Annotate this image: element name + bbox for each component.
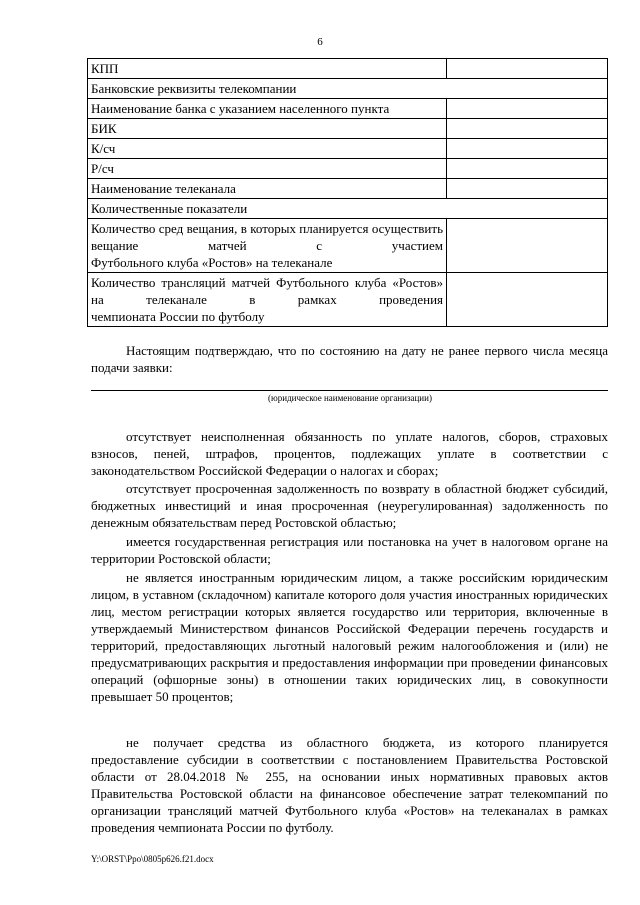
row-value-bank-name xyxy=(447,99,608,119)
confirm-text: Настоящим подтверждаю, что по состоянию на дату не ранее первого числа месяца подачи заявки: xyxy=(91,343,608,375)
row-label-bik: БИК xyxy=(88,119,447,139)
row-label-line: Количество трансляций матчей Футбольного клуба xyxy=(91,275,387,290)
table-row xyxy=(88,159,608,179)
footer-file-path: Y:\ORST\Ppo\0805p626.f21.docx xyxy=(91,854,214,864)
table-row xyxy=(88,99,608,119)
row-label-line: Количество сред вещания, в которых планируется xyxy=(91,221,369,236)
paragraph-text: не получает средства из областного бюджета, из которого планируется предоставление субсидии в соответствии с постановлением Правительства Ростовской области от 28.04.2018 № 255, на основании иных нормативных правовых актов Правительства Ростовской области на финансовое обеспечение затрат телекомпаний по организации трансляций матчей Футбольного клуба «Ростов» на телеканалах в рамках проведения чемпионата России по футболу. xyxy=(91,735,608,835)
row-label-bank-name: Наименование банка с указанием населенного пункта xyxy=(88,99,447,119)
table-row xyxy=(88,179,608,199)
row-header-bank-details: Банковские реквизиты телекомпании xyxy=(88,79,608,99)
row-label-broadcast-count xyxy=(88,273,447,327)
row-header-quantitative: Количественные показатели xyxy=(88,199,608,219)
row-value-broadcast-media xyxy=(447,219,608,273)
paragraph-text: не является иностранным юридическим лицом, а также российским юридическим лицом, в уставном (складочном) капитале которого доля участия иностранных юридических лиц, местом регистрации которых является государство или территория, включенные в утверждаемый Министерством финансов Российской Федерации перечень государств и территорий, предоставляющих льготный налоговый режим налогообложения и (или) не предусматривающих раскрытия и предоставления информации при проведении финансовых операций (офшорные зоны) в отношении таких юридических лиц, в совокупности превышает 50 процентов; xyxy=(91,570,608,704)
row-label-line: чемпионата России по футболу xyxy=(91,309,265,324)
table-row xyxy=(88,273,608,327)
row-value-broadcast-count xyxy=(447,273,608,327)
row-label-corr-account: К/сч xyxy=(88,139,447,159)
condition-paragraph-1 xyxy=(91,428,608,479)
paragraph-text: отсутствует неисполненная обязанность по уплате налогов, сборов, страховых взносов, пеней, штрафов, процентов, подлежащих уплате в соответствии с законодательством Российской Федерации о налогах и сборах; xyxy=(91,429,608,478)
row-label-line: «Ростов» на телеканале в рамках проведения xyxy=(91,275,443,307)
paragraph-text: имеется государственная регистрация или постановка на учет в налоговом органе на территории Ростовской области; xyxy=(91,534,608,566)
row-value-corr-account xyxy=(447,139,608,159)
table-row xyxy=(88,219,608,273)
table-row xyxy=(88,59,608,79)
condition-paragraph-4 xyxy=(91,569,608,705)
row-label-broadcast-media xyxy=(88,219,447,273)
table-row xyxy=(88,79,608,99)
row-label-line: осуществить вещание матчей с участием xyxy=(91,221,443,253)
row-value-channel-name xyxy=(447,179,608,199)
condition-paragraph-2 xyxy=(91,480,608,531)
table-row xyxy=(88,199,608,219)
row-value-kpp xyxy=(447,59,608,79)
requisites-table xyxy=(87,58,608,327)
table-row xyxy=(88,119,608,139)
page-number: 6 xyxy=(317,36,323,48)
confirm-paragraph xyxy=(91,342,608,376)
row-label-line: Футбольного клуба «Ростов» на телеканале xyxy=(91,255,333,270)
row-label-kpp: КПП xyxy=(88,59,447,79)
row-value-bik xyxy=(447,119,608,139)
row-label-settlement-account: Р/сч xyxy=(88,159,447,179)
org-name-line xyxy=(91,390,608,391)
row-label-channel-name: Наименование телеканала xyxy=(88,179,447,199)
table-row xyxy=(88,139,608,159)
condition-paragraph-5 xyxy=(91,734,608,836)
condition-paragraph-3 xyxy=(91,533,608,567)
paragraph-text: отсутствует просроченная задолженность по возврату в областной бюджет субсидий, бюджетных инвестиций и иная просроченная (неурегулированная) задолженность по денежным обязательствам перед Ростовской областью; xyxy=(91,481,608,530)
row-value-settlement-account xyxy=(447,159,608,179)
org-name-caption: (юридическое наименование организации) xyxy=(268,393,432,403)
